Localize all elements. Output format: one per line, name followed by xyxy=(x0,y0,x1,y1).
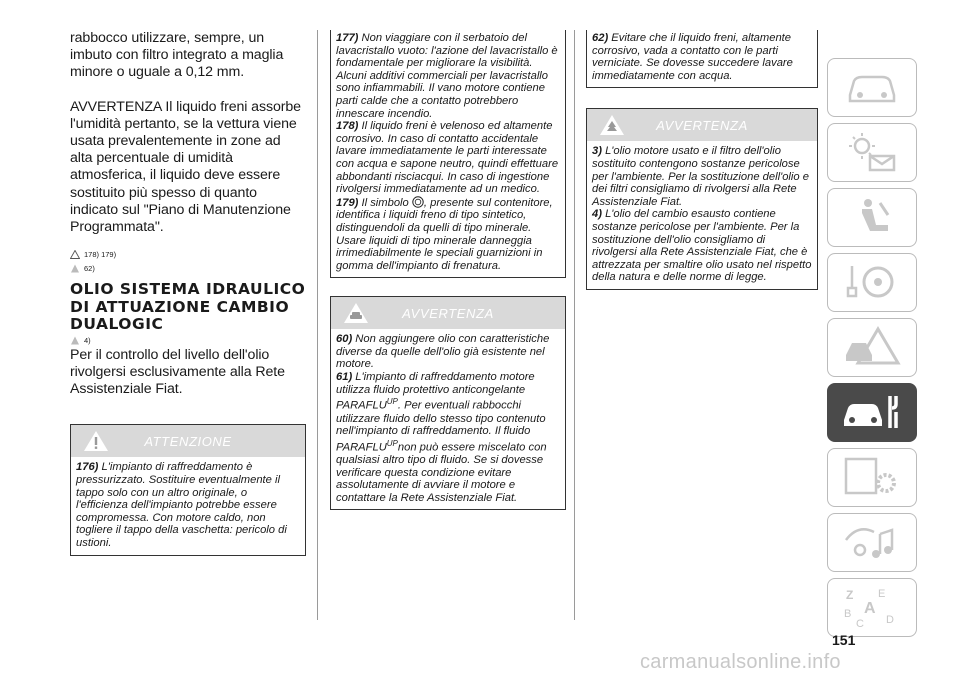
warning-crash-icon xyxy=(842,325,902,369)
car-tools-icon xyxy=(842,390,902,434)
note-177: 177) Non viaggiare con il serbatoio del lavacristallo vuoto: l'azione del lavacristallo è fondamentale per migliorare la visibilità. Alcuni additivi commerciali per lavacristallo sono infiammabili. Il vano motore contiene parti calde che a contatto potrebbero innescare incendio. xyxy=(336,32,558,120)
column-2 xyxy=(330,30,566,510)
column-divider-1 xyxy=(317,30,318,620)
svg-text:B: B xyxy=(844,608,852,620)
section-heading: OLIO SISTEMA IDRAULICO DI ATTUAZIONE CAMBIO DUALOGIC xyxy=(70,280,306,334)
warning-box-header xyxy=(587,109,817,141)
chapter-tabs xyxy=(827,58,917,643)
paragraph-oil-check: Per il controllo del livello dell'olio rivolgersi esclusivamente alla Rete Assistenziale Fiat. xyxy=(70,346,285,398)
tab-safety[interactable] xyxy=(827,188,917,247)
warning-box-col2 xyxy=(330,296,566,510)
index-letters-icon xyxy=(842,585,902,629)
note-62: 62) Evitare che il liquido freni, altamente corrosivo, vada a contatto con le parti verniciate. Se dovesse succedere lavare immediatamente con acqua. xyxy=(592,32,793,82)
warning-box-title: AVVERTENZA xyxy=(656,118,748,134)
note-179: 179) Il simbolo , presente sul contenitore, identifica i liquidi freno di tipo sintetico, distinguendoli da quelli di tipo minerale. Usare liquidi di tipo minerale danneggia irrimediabilmente le speciali guarnizioni in gomma dell'impianto di frenatura. xyxy=(336,196,553,272)
brake-fluid-symbol-icon xyxy=(412,196,424,208)
warning-box-title: AVVERTENZA xyxy=(402,306,494,322)
tab-technical-data[interactable] xyxy=(827,448,917,507)
attention-box-title: ATTENZIONE xyxy=(144,434,232,450)
column-3 xyxy=(586,30,818,290)
column-1 xyxy=(70,30,306,556)
warning-box-body xyxy=(587,141,817,289)
note-61: 61) L'impianto di raffreddamento motore utilizza fluido protettivo anticongelante $PARAFLU^{UP}$. Per eventuali rabbocchi utilizzare fluido dello stesso tipo contenuto nell'impianto di raffreddamento. Il fluido $PARAFLU^{UP}non$ può essere miscelato con qualsiasi altro tipo di fluido. Se si dovesse verificare questa condizione evitare assolutamente di avviare il motore e contattare la Rete Assistenziale Fiat. xyxy=(336,371,547,504)
notes-box xyxy=(330,30,566,278)
environment-icon xyxy=(70,336,80,345)
note-178: 178) Il liquido freni è velenoso ed altamente corrosivo. In caso di contatto accidentale lavare immediatamente le parti interessate con acqua e sapone neutro, quindi effettuare abbondanti risciacqui. In caso di ingestione rivolgersi immediatamente ad un medico. xyxy=(336,120,559,196)
car-icon xyxy=(842,65,902,109)
warning-box-col3 xyxy=(586,108,818,290)
tab-maintenance-active[interactable] xyxy=(827,383,917,442)
tab-car[interactable] xyxy=(827,58,917,117)
warning-box-body xyxy=(331,329,565,509)
note-4: 4) L'olio del cambio esausto contiene sostanze pericolose per l'ambiente. Per la sostituzione dell'olio consigliamo di rivolgersi alla Rete Assistenziale Fiat, che è attrezzata per smaltire olio usato nel rispetto della natura e delle norme di legge. xyxy=(592,208,812,284)
references-178-179: 178) 179) xyxy=(70,250,306,259)
attention-box-body: 176) L'impianto di raffreddamento è pressurizzato. Sostituire eventualmente il tappo solo con un altro originale, o l'efficienza dell'impianto potrebbe essere compromessa. Con motore caldo, non togliere il tappo della vaschetta: pericolo di ustioni. xyxy=(76,461,287,549)
tab-lights[interactable] xyxy=(827,123,917,182)
warning-box-header xyxy=(331,297,565,329)
media-icon xyxy=(842,520,902,564)
environment-icon xyxy=(70,264,80,273)
tab-multimedia[interactable] xyxy=(827,513,917,572)
references-4: 4) xyxy=(70,336,306,345)
svg-text:C: C xyxy=(856,618,864,629)
watermark[interactable]: carmanualsonline.info xyxy=(640,651,841,673)
svg-text:A: A xyxy=(864,600,876,617)
svg-text:E: E xyxy=(878,588,886,600)
tab-emergency[interactable] xyxy=(827,318,917,377)
svg-text:D: D xyxy=(886,614,894,626)
tab-index[interactable] xyxy=(827,578,917,637)
note-60: 60) Non aggiungere olio con caratteristiche diverse da quelle dell'olio già esistente nel motore. xyxy=(336,333,550,371)
note-box-62 xyxy=(586,30,818,88)
attention-box xyxy=(70,424,306,555)
page-number: 151 xyxy=(832,632,856,648)
gears-icon xyxy=(842,455,902,499)
seat-airbag-icon xyxy=(842,195,902,239)
paragraph-brake-fluid-warning: AVVERTENZA Il liquido freni assorbe l'umidità pertanto, se la vettura viene usata prevalentemente in zone ad alta percentuale di umidità atmosferica, il liquido deve essere sostituito più spesso di quanto indicato sul "Piano di Manutenzione Programmata". xyxy=(70,98,301,236)
references-62: 62) xyxy=(70,264,306,273)
attention-box-header xyxy=(71,425,305,457)
column-divider-2 xyxy=(574,30,575,620)
svg-text:Z: Z xyxy=(846,588,854,602)
tab-driving[interactable] xyxy=(827,253,917,312)
paragraph-funnel: rabbocco utilizzare, sempre, un imbuto con filtro integrato a maglia minore o uguale a 0,12 mm. xyxy=(70,30,284,81)
warning-triangle-icon xyxy=(70,250,80,259)
lights-mail-icon xyxy=(842,130,902,174)
note-3: 3) L'olio motore usato e il filtro dell'olio sostituito contengono sostanze pericolose per l'ambiente. Per la sostituzione dell'olio e dei filtri consigliamo di rivolgersi alla Rete Assistenziale Fiat. xyxy=(592,145,809,208)
steering-key-icon xyxy=(842,260,902,304)
